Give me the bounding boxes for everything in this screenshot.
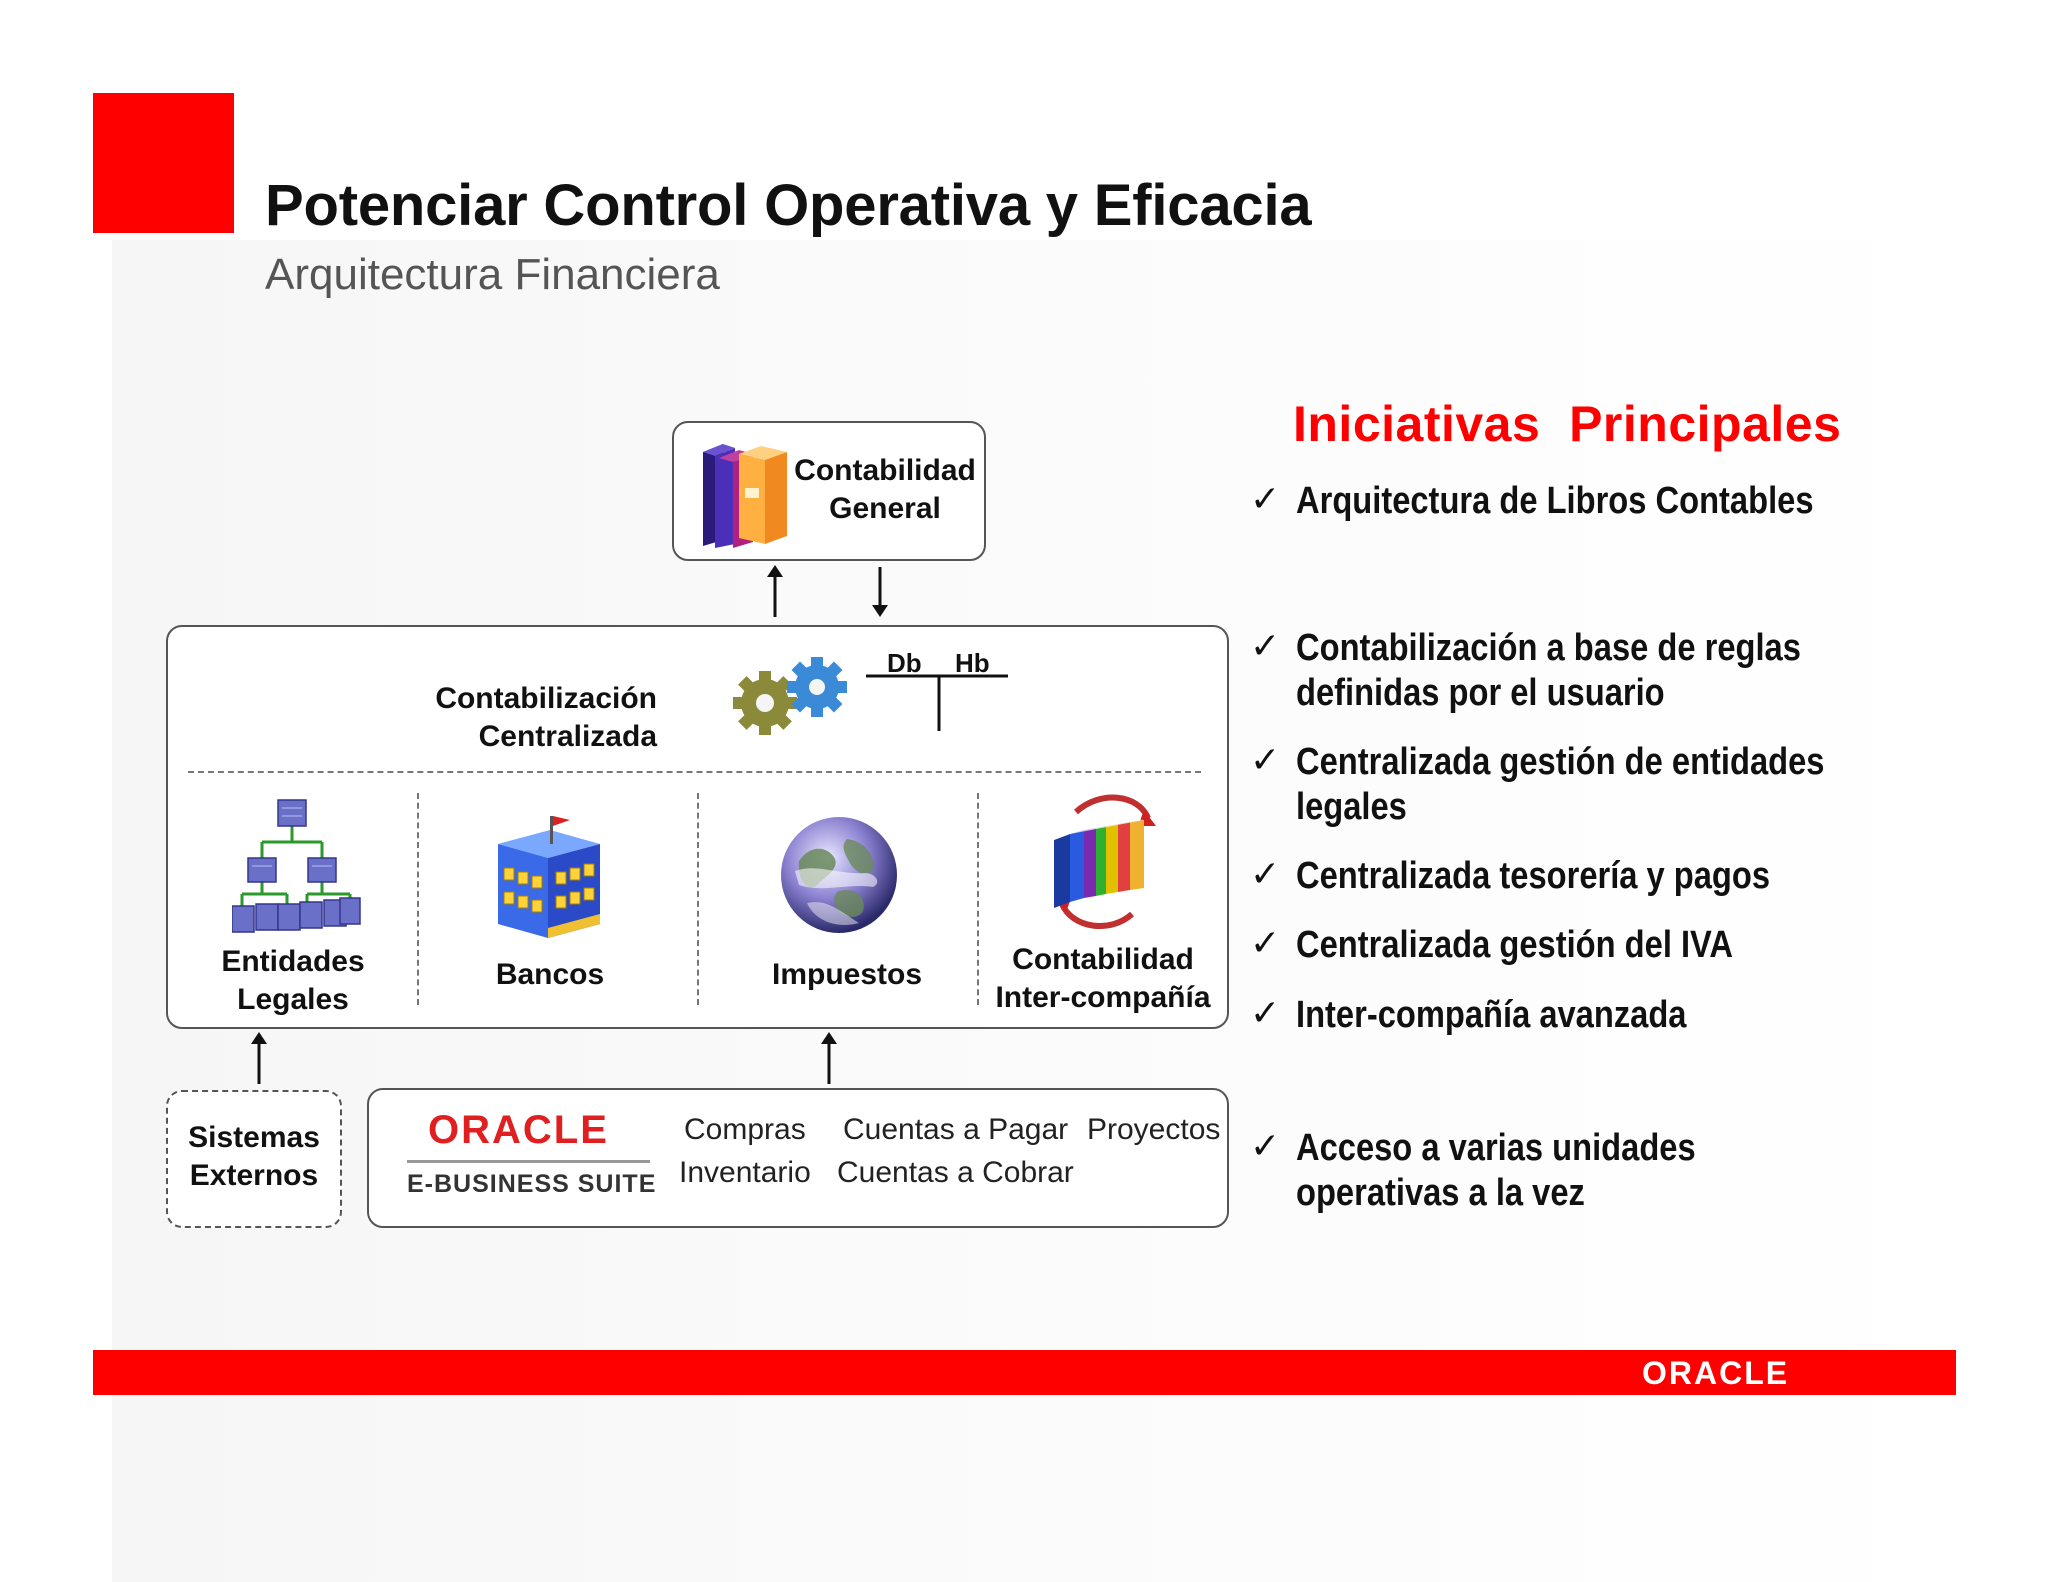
t-account-credit: Hb bbox=[955, 648, 990, 678]
legal-entities-label: Entidades Legales bbox=[221, 945, 365, 1016]
arrow-up-to-ledger bbox=[763, 565, 787, 619]
ebs-module-proyectos: Proyectos bbox=[1087, 1113, 1221, 1146]
t-account-debit: Db bbox=[887, 648, 922, 678]
books-icon bbox=[695, 432, 795, 550]
central-divider bbox=[188, 771, 1201, 773]
arrow-up-from-external bbox=[247, 1032, 271, 1086]
bank-building-icon bbox=[490, 808, 610, 948]
check-icon: ✓ bbox=[1250, 479, 1281, 520]
check-icon: ✓ bbox=[1250, 993, 1281, 1034]
check-icon: ✓ bbox=[1250, 740, 1281, 781]
check-icon: ✓ bbox=[1250, 854, 1281, 895]
general-ledger-label: Contabilidad General bbox=[794, 454, 976, 525]
page-title: Potenciar Control Operativa y Eficacia bbox=[265, 173, 1312, 238]
banks-label: Bancos bbox=[495, 958, 605, 991]
ebs-module-cuentas-pagar: Cuentas a Pagar bbox=[843, 1113, 1069, 1146]
red-brand-square bbox=[93, 93, 234, 233]
ebs-suite-label: E-BUSINESS SUITE bbox=[407, 1170, 657, 1198]
module-separator-2 bbox=[697, 793, 699, 1005]
check-icon: ✓ bbox=[1250, 626, 1281, 667]
taxes-label: Impuestos bbox=[771, 958, 923, 991]
check-icon: ✓ bbox=[1250, 923, 1281, 964]
ebs-module-cuentas-cobrar: Cuentas a Cobrar bbox=[837, 1156, 1074, 1189]
initiatives-title: Iniciativas Principales bbox=[1293, 396, 1842, 452]
external-systems-label: Sistemas Externos bbox=[188, 1121, 320, 1192]
globe-icon bbox=[777, 813, 901, 937]
page-subtitle: Arquitectura Financiera bbox=[265, 250, 720, 299]
ebs-oracle-logo: ORACLE bbox=[428, 1108, 609, 1152]
t-account-lines bbox=[866, 673, 1010, 733]
centralized-accounting-label: Contabilización Centralizada bbox=[435, 682, 657, 753]
org-chart-icon bbox=[232, 798, 362, 938]
arrow-up-from-ebs bbox=[817, 1032, 841, 1086]
module-separator-1 bbox=[417, 793, 419, 1005]
gears-icon bbox=[727, 655, 857, 735]
intercompany-label: Contabilidad Inter-compañía bbox=[995, 943, 1211, 1014]
footer-oracle-logo: ORACLE bbox=[1642, 1355, 1790, 1391]
ebs-module-compras: Compras bbox=[684, 1113, 806, 1146]
ebs-module-inventario: Inventario bbox=[679, 1156, 811, 1189]
ebs-logo-divider bbox=[407, 1160, 650, 1163]
arrow-down-from-ledger bbox=[868, 565, 892, 619]
intercompany-books-icon bbox=[1040, 788, 1168, 934]
module-separator-3 bbox=[977, 793, 979, 1005]
check-icon: ✓ bbox=[1250, 1126, 1281, 1167]
